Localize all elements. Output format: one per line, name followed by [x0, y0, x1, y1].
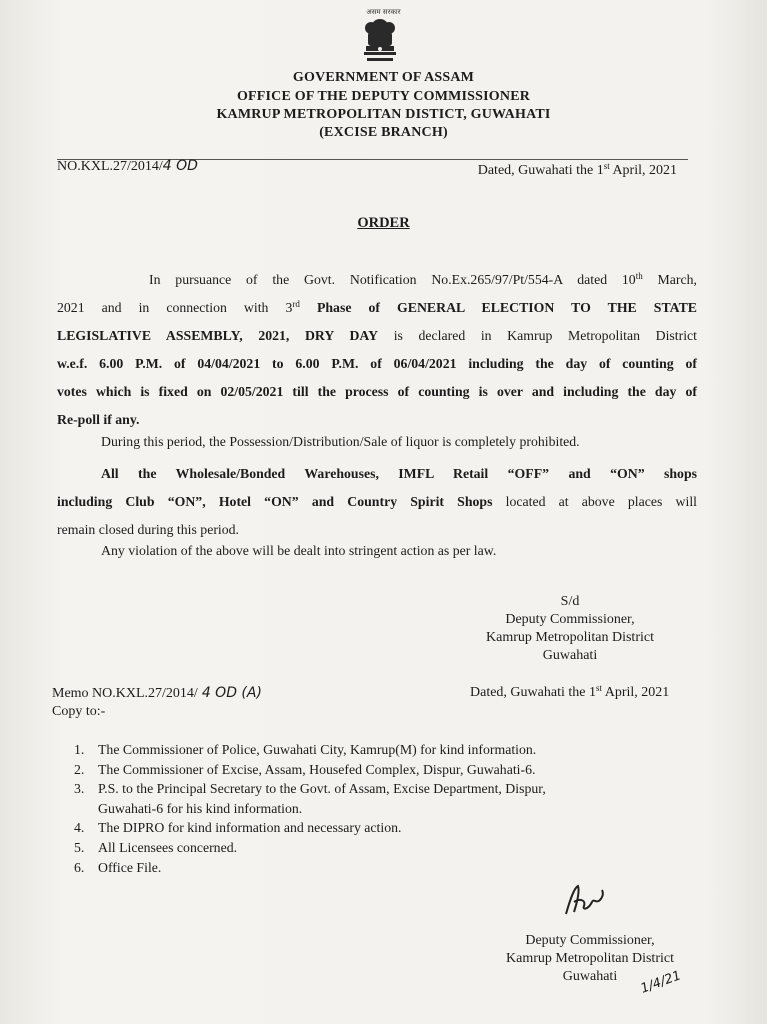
list-item-text: The Commissioner of Excise, Assam, Housefed Complex, Dispur, Guwahati-6.: [98, 761, 536, 777]
list-item-number: 2.: [74, 761, 85, 777]
signatory-district: Kamrup Metropolitan District: [486, 630, 654, 645]
list-item: [74, 838, 714, 858]
list-item-number: 1.: [74, 742, 85, 757]
list-item-text-continued: Guwahati-6 for his kind information.: [98, 800, 303, 816]
paragraph-notification: [57, 266, 697, 434]
para3-line3-text: remain closed during this period.: [57, 522, 240, 537]
order-date-prefix: Dated, Guwahati the 1: [477, 163, 604, 178]
signature-block-1: [440, 593, 700, 665]
list-item-text: All Licensees concerned.: [98, 839, 238, 855]
list-item: [74, 740, 714, 760]
list-item: [74, 858, 714, 878]
order-date-sup: st: [603, 161, 610, 171]
list-item-text: P.S. to the Principal Secretary to the Govt. of Assam, Excise Department, Dispur,: [98, 781, 546, 797]
para1-line3-b: is declared in Kamrup Metropolitan District: [378, 328, 697, 343]
list-item: [74, 760, 714, 780]
para3-line2-a: including Club “ON”, Hotel “ON” and Country Spirit Shops: [57, 494, 493, 509]
para1-line4: [57, 350, 697, 378]
order-number-printed: NO.KXL.27/2014/: [57, 159, 163, 174]
memo-number-printed: Memo NO.KXL.27/2014/: [52, 686, 198, 701]
memo-date: [470, 685, 669, 701]
handwritten-date: 1/4/21: [638, 968, 684, 997]
signatory-district: Kamrup Metropolitan District: [506, 951, 674, 966]
para3-line1: [57, 460, 697, 488]
para1-line5-text: votes which is fixed on 02/05/2021 till the process of counting is over and including the day of: [57, 384, 697, 399]
signatory-place: Guwahati: [562, 969, 618, 984]
document-title: ORDER: [357, 215, 410, 231]
list-item-number: 4.: [74, 820, 85, 836]
para1-line2-a: 2021 and in connection with 3: [57, 300, 293, 315]
signatory-place: Guwahati: [542, 648, 598, 663]
signatory-designation: Deputy Commissioner,: [505, 612, 635, 627]
copy-to-label: Copy to:-: [52, 704, 106, 719]
para1-line6: [57, 406, 697, 434]
list-item-text: The Commissioner of Police, Guwahati City, Kamrup(M) for kind information.: [98, 742, 537, 757]
para1-line1-b: March,: [642, 272, 697, 287]
memo-date-suffix: April, 2021: [601, 685, 670, 700]
handwritten-signature-icon: [560, 880, 610, 920]
para1-line6-text: Re-poll if any.: [57, 412, 140, 427]
memo-number-handwritten: 4 OD (A): [201, 685, 262, 701]
copy-to-list: [74, 740, 714, 877]
header-line-government: GOVERNMENT OF ASSAM: [292, 70, 475, 85]
paragraph-violation: Any violation of the above will be dealt into stringent action as per law.: [101, 543, 497, 558]
para1-line5: [57, 378, 697, 406]
para1-line3-a: LEGISLATIVE ASSEMBLY, 2021, DRY DAY: [57, 328, 379, 343]
order-date: [478, 163, 677, 179]
sd-mark: S/d: [560, 594, 580, 609]
paragraph-prohibition: During this period, the Possession/Distribution/Sale of liquor is completely prohibited.: [101, 434, 580, 449]
para3-line2: [57, 488, 697, 516]
memo-date-prefix: Dated, Guwahati the 1: [470, 685, 596, 700]
list-item-text: The DIPRO for kind information and necessary action.: [98, 820, 402, 836]
order-date-suffix: April, 2021: [609, 163, 677, 178]
list-item-number: 3.: [74, 781, 85, 797]
para1-line1-sup: th: [635, 271, 643, 281]
para1-line1: [57, 266, 697, 294]
para1-line3: [57, 322, 697, 350]
signatory-designation: Deputy Commissioner,: [525, 933, 655, 948]
para3-line2-b: located at above places will: [492, 494, 697, 509]
para1-line2-b: Phase of GENERAL ELECTION TO THE STATE: [299, 300, 697, 315]
memo-date-sup: st: [595, 683, 602, 693]
para1-line2: [57, 294, 697, 322]
memo-number: [52, 685, 262, 702]
para3-line1-text: All the Wholesale/Bonded Warehouses, IMFL Retail “OFF” and “ON” shops: [101, 466, 697, 481]
para3-line3: [57, 516, 697, 544]
header-line-office: OFFICE OF THE DEPUTY COMMISSIONER: [236, 89, 531, 104]
list-item: [74, 779, 714, 818]
list-item-number: 5.: [74, 839, 85, 855]
list-item: [74, 818, 714, 838]
emblem-caption: असम सरकार: [366, 8, 401, 16]
order-number: [57, 158, 198, 175]
para1-line1-a: In pursuance of the Govt. Notification No.Ex.265/97/Pt/554-A dated 10: [149, 272, 636, 287]
state-emblem-icon: [358, 14, 402, 66]
list-item-text: Office File.: [98, 859, 162, 875]
order-number-handwritten: 4 OD: [162, 158, 198, 174]
paragraph-shops-closed: [57, 460, 697, 544]
header-line-district: KAMRUP METROPOLITAN DISTICT, GUWAHATI: [216, 107, 551, 122]
header-line-branch: (EXCISE BRANCH): [319, 125, 448, 140]
para1-line4-text: w.e.f. 6.00 P.M. of 04/04/2021 to 6.00 P.M. of 06/04/2021 including the day of counting of: [57, 356, 697, 371]
para1-line2-sup: rd: [292, 299, 300, 309]
list-item-number: 6.: [74, 859, 85, 875]
